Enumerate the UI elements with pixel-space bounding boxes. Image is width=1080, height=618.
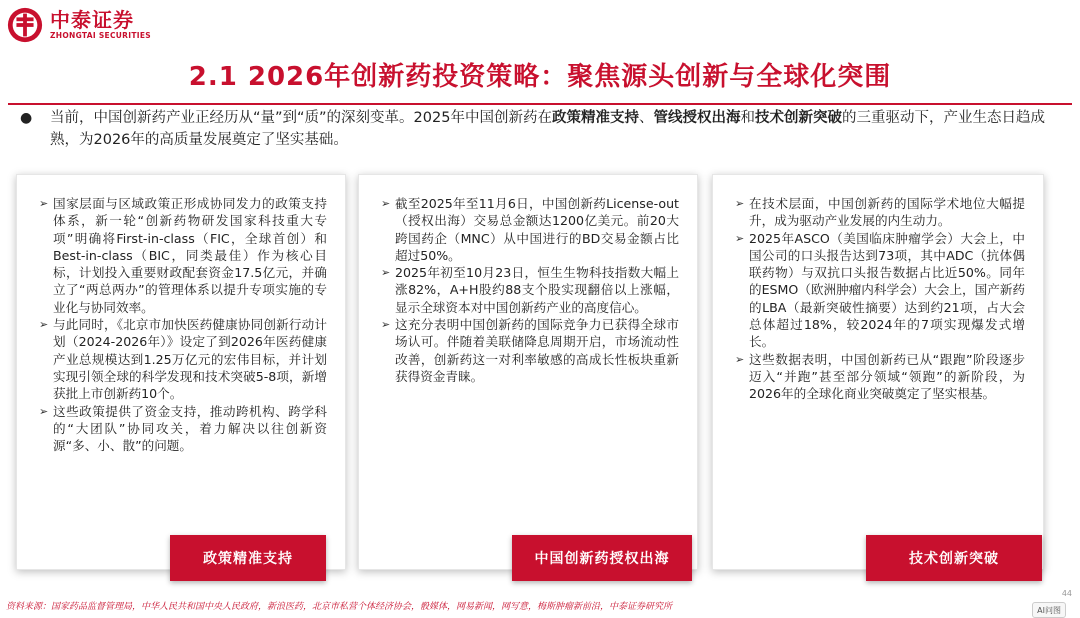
list-item bbox=[39, 195, 327, 316]
list-item bbox=[735, 195, 1025, 230]
list-item-text: 这些政策提供了资金支持，推动跨机构、跨学科的“大团队”协同攻关，着力解决以往创新资源“多、小、散”的问题。 bbox=[53, 403, 327, 454]
policy-support-tag: 政策精准支持 bbox=[170, 535, 326, 581]
intro-part-1: 当前，中国创新药产业正经历从“量”到“质”的深刻变革。2025年中国创新药在 bbox=[50, 110, 552, 126]
licensing-points-list bbox=[381, 195, 679, 385]
list-item bbox=[735, 230, 1025, 351]
intro-bold-policy: 政策精准支持 bbox=[551, 110, 639, 126]
tech-breakthrough-card bbox=[712, 174, 1044, 570]
intro-paragraph bbox=[20, 107, 1060, 151]
list-item-text: 这些数据表明，中国创新药已从“跟跑”阶段逐步迈入“并跑”甚至部分领域“领跑”的新阶段，为2026年的全球化商业突破奠定了坚实根基。 bbox=[749, 351, 1025, 402]
intro-sep-2: 和 bbox=[740, 110, 755, 126]
intro-bold-licensing: 管线授权出海 bbox=[653, 110, 741, 126]
tech-points-list bbox=[735, 195, 1025, 403]
list-item bbox=[381, 195, 679, 264]
zhongtai-logo-icon bbox=[6, 6, 44, 44]
list-item-text: 2025年初至10月23日，恒生生物科技指数大幅上涨82%，A+H股约88支个股实现翻倍以上涨幅，显示全球资本对中国创新药产业的高度信心。 bbox=[395, 265, 679, 315]
list-item-text: 国家层面与区域政策正形成协同发力的政策支持体系，新一轮“创新药物研发国家科技重大专项”明确将First-in-class（FIC，全球首创）和Best-in-class（BIC，同类最佳）作为核心目标，计划投入重要财政配套资金17.5亿元，并确立了“两总两办”的管理体系以提升专项实施的专业化与协同效率。 bbox=[53, 196, 327, 315]
logo-chinese-name: 中泰证券 bbox=[50, 8, 134, 32]
licensing-out-card bbox=[358, 174, 698, 570]
arrow-bullet-icon: ➢ bbox=[39, 318, 49, 332]
policy-points-list bbox=[39, 195, 327, 454]
arrow-bullet-icon: ➢ bbox=[381, 318, 391, 332]
arrow-bullet-icon: ➢ bbox=[735, 352, 745, 366]
arrow-bullet-icon: ➢ bbox=[39, 404, 49, 418]
bullet-icon: ● bbox=[20, 110, 33, 126]
list-item bbox=[381, 316, 679, 385]
list-item-text: 这充分表明中国创新药的国际竞争力已获得全球市场认可。伴随着美联储降息周期开启，市场流动性改善，创新药这一对利率敏感的高成长性板块重新获得资金青睐。 bbox=[395, 317, 679, 384]
list-item-text: 2025年ASCO（美国临床肿瘤学会）大会上，中国公司的口头报告达到73项，其中ADC（抗体偶联药物）与双抗口头报告数据占比近50%。同年的ESMO（欧洲肿瘤内科学会）大会上，国产新药的LBA（最新突破性摘要）达到约21项，占大会总体超过18%，较2024年的7项实现爆发式增长。 bbox=[749, 230, 1026, 350]
source-note: 资料来源：国家药品监督管理局，中华人民共和国中央人民政府，新浪医药，北京市私营个体经济协会，骰媒体，网易新闻，网写意，梅斯肿瘤新前沿，中泰证券研究所 bbox=[6, 602, 673, 612]
policy-support-card bbox=[16, 174, 346, 570]
title-divider bbox=[8, 103, 1072, 105]
list-item bbox=[381, 264, 679, 316]
list-item-text: 截至2025年至11月6日，中国创新药License-out（授权出海）交易总金额达1200亿美元。前20大跨国药企（MNC）从中国进行的BD交易金额占比超过50%。 bbox=[395, 196, 679, 263]
arrow-bullet-icon: ➢ bbox=[381, 266, 391, 280]
list-item-text: 与此同时，《北京市加快医药健康协同创新行动计划（2024-2026年）》设定了到2026年医药健康产业总规模达到1.25万亿元的宏伟目标，并计划实现引领全球的科学发现和技术突破5-8项，新增获批上市创新药10个。 bbox=[53, 317, 327, 402]
intro-part-2: 的三重驱动下，产业生态日趋成熟，为2026年的高质量发展奠定了坚实基础。 bbox=[50, 110, 1045, 148]
list-item bbox=[735, 351, 1025, 403]
arrow-bullet-icon: ➢ bbox=[39, 197, 49, 210]
ai-ask-button[interactable] bbox=[1032, 602, 1066, 618]
arrow-bullet-icon: ➢ bbox=[735, 231, 745, 245]
arrow-bullet-icon: ➢ bbox=[381, 197, 391, 210]
arrow-bullet-icon: ➢ bbox=[735, 197, 745, 210]
intro-text bbox=[20, 107, 1060, 151]
company-logo bbox=[6, 6, 151, 44]
intro-bold-tech: 技术创新突破 bbox=[754, 110, 842, 126]
ai-ask-label: AI问图 bbox=[1037, 605, 1061, 615]
list-item-text: 在技术层面，中国创新药的国际学术地位大幅提升，成为驱动产业发展的内生动力。 bbox=[749, 196, 1025, 229]
page-title: 2.1 2026年创新药投资策略：聚焦源头创新与全球化突围 bbox=[188, 62, 892, 92]
logo-english-name: ZHONGTAI SECURITIES bbox=[50, 31, 151, 40]
licensing-out-tag: 中国创新药授权出海 bbox=[512, 535, 692, 581]
list-item bbox=[39, 403, 327, 455]
intro-sep-1: 、 bbox=[638, 110, 654, 126]
page-number: 44 bbox=[1061, 589, 1072, 598]
list-item bbox=[39, 316, 327, 402]
tech-breakthrough-tag: 技术创新突破 bbox=[866, 535, 1042, 581]
